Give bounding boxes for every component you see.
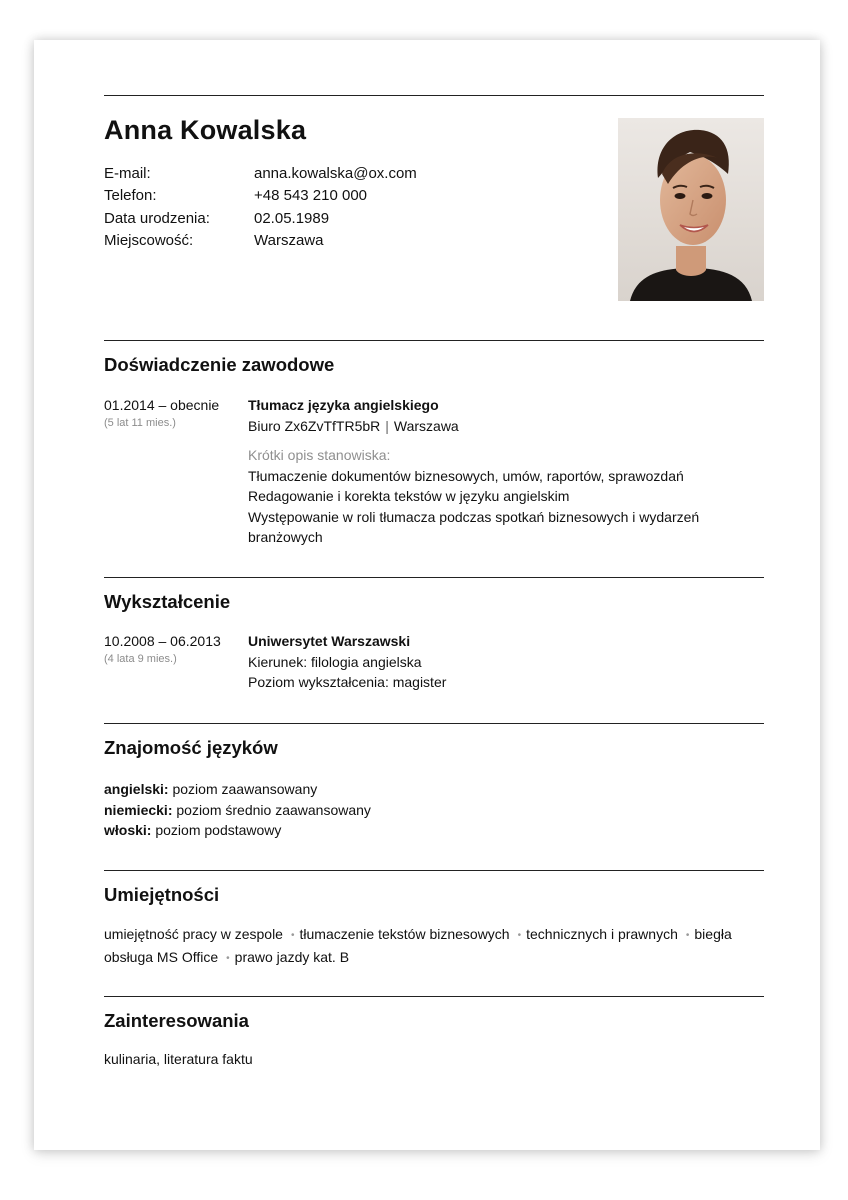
divider: [104, 996, 764, 997]
contact-row-email: [104, 163, 417, 185]
languages-heading: Znajomość języków: [104, 737, 278, 758]
birthdate-value: 02.05.1989: [254, 209, 330, 227]
divider: [104, 95, 764, 96]
experience-duration: (5 lat 11 mies.): [104, 417, 176, 429]
languages-list: [104, 779, 371, 841]
education-date: 10.2008 – 06.2013: [104, 633, 221, 649]
skill-item: biegła obsługa MS Office: [104, 926, 732, 965]
description-line: Redagowanie i korekta tekstów w języku angielskim: [248, 488, 570, 504]
language-item: [104, 779, 371, 800]
education-heading: Wykształcenie: [104, 591, 231, 612]
divider: [104, 870, 764, 871]
cv-page: [34, 40, 820, 1150]
employer-city: Warszawa: [393, 417, 459, 434]
description-line: Występowanie w roli tłumacza podczas spotkań biznesowych i wydarzeń: [248, 508, 700, 525]
language-name: włoski:: [104, 822, 152, 838]
skills-list: [104, 924, 764, 970]
skill-item: umiejętność pracy w zespole: [104, 926, 283, 942]
candidate-name: Anna Kowalska: [104, 115, 307, 145]
contact-row-birthdate: [104, 208, 417, 230]
job-title: Tłumacz języka angielskiego: [248, 397, 439, 413]
experience-date: 01.2014 – obecnie: [104, 397, 220, 413]
contact-details: [104, 163, 417, 252]
divider: [104, 577, 764, 578]
contact-label: Miejscowość:: [104, 231, 194, 249]
language-name: angielski:: [104, 781, 169, 797]
school-name: Uniwersytet Warszawski: [248, 633, 411, 649]
skills-heading: Umiejętności: [104, 884, 220, 905]
portrait-illustration: [618, 118, 764, 301]
contact-row-phone: [104, 185, 417, 207]
interests-text: kulinaria, literatura faktu: [104, 1051, 253, 1067]
language-level: poziom średnio zaawansowany: [176, 801, 371, 818]
separator-pipe: |: [385, 417, 389, 434]
bullet-separator: •: [290, 930, 295, 941]
email-value: anna.kowalska@ox.com: [254, 165, 417, 182]
divider: [104, 723, 764, 724]
contact-row-city: [104, 230, 417, 252]
language-name: niemiecki:: [104, 801, 173, 818]
bullet-separator: •: [685, 930, 690, 941]
bullet-separator: •: [517, 930, 522, 941]
education-duration: (4 lata 9 mies.): [104, 653, 177, 665]
employer-line: [248, 416, 748, 437]
language-level: poziom podstawowy: [155, 822, 282, 838]
experience-entry: [248, 395, 748, 548]
contact-label: Data urodzenia:: [104, 209, 210, 227]
contact-label: Telefon:: [104, 187, 157, 205]
employer-name: Biuro Zx6ZvTfTR5bR: [248, 417, 381, 434]
phone-value: +48 543 210 000: [254, 187, 368, 205]
skill-item: technicznych i prawnych: [526, 926, 678, 942]
divider: [104, 340, 764, 341]
skill-item: tłumaczenie tekstów biznesowych: [299, 926, 510, 942]
language-level: poziom zaawansowany: [172, 781, 318, 797]
field-of-study: Kierunek: filologia angielska: [248, 653, 422, 670]
education-level: Poziom wykształcenia: magister: [248, 674, 447, 690]
interests-heading: Zainteresowania: [104, 1010, 249, 1031]
language-item: [104, 820, 371, 841]
profile-photo: [618, 118, 764, 301]
description-line: Tłumaczenie dokumentów biznesowych, umów, raportów, sprawozdań: [248, 467, 684, 484]
description-label: Krótki opis stanowiska:: [248, 447, 391, 463]
city-value: Warszawa: [254, 231, 324, 249]
contact-label: E-mail:: [104, 165, 151, 182]
description-line: branżowych: [248, 529, 323, 545]
language-item: [104, 800, 371, 821]
education-entry: [248, 631, 748, 693]
experience-heading: Doświadczenie zawodowe: [104, 354, 335, 375]
bullet-separator: •: [226, 953, 230, 964]
skill-item: prawo jazdy kat. B: [234, 949, 350, 965]
